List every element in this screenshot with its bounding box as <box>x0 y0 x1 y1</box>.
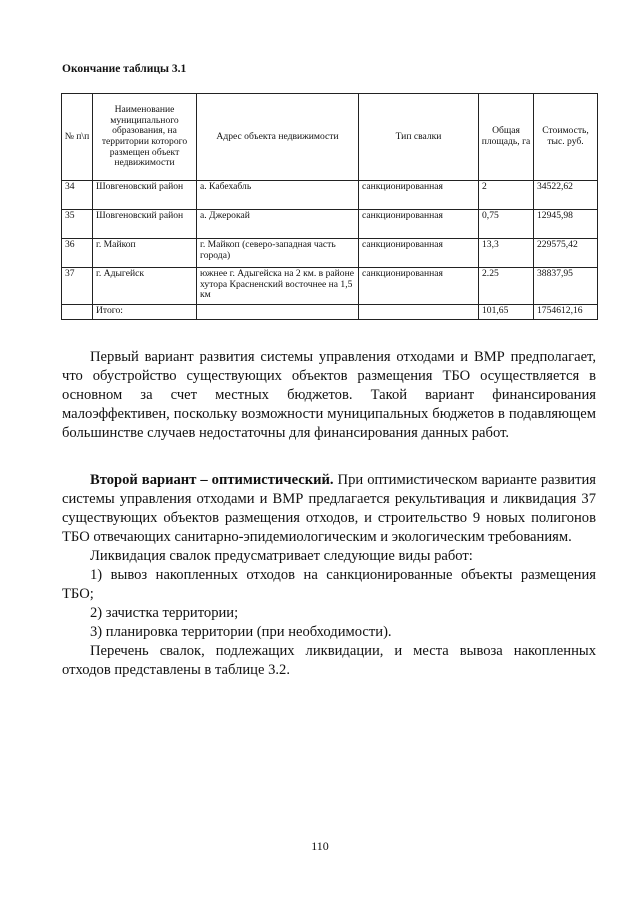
cell-num: 36 <box>62 239 93 268</box>
paragraph-first-variant <box>62 348 596 443</box>
cell-address: а. Кабехабль <box>197 181 359 210</box>
page-number: 110 <box>311 839 329 853</box>
cell-cost: 12945,98 <box>534 210 598 239</box>
table-row <box>62 239 598 268</box>
body-text-block <box>62 471 596 680</box>
list-item: 3) планировка территории (при необходимости). <box>90 624 392 640</box>
table-row <box>62 181 598 210</box>
cell-area: 0,75 <box>479 210 534 239</box>
cell-num: 37 <box>62 268 93 305</box>
cell-area: 13,3 <box>479 239 534 268</box>
cell-address: южнее г. Адыгейска на 2 км. в районе хутора Красненский восточнее на 1,5 км <box>197 268 359 305</box>
cell-cost: 34522,62 <box>534 181 598 210</box>
cell-municipality: Шовгеновский район <box>93 210 197 239</box>
cell-municipality: г. Майкоп <box>93 239 197 268</box>
table-header-row <box>62 94 598 181</box>
total-label: Итого: <box>93 305 197 320</box>
cell-municipality: г. Адыгейск <box>93 268 197 305</box>
cell-cost: 229575,42 <box>534 239 598 268</box>
paragraph-text: Первый вариант развития системы управления отходами и ВМР предполагает, что обустройство существующих объектов размещения ТБО осуществляется в основном за счет местных бюджетов. Такой вариант финансирования малоэффективен, поскольку возможности муниципальных бюджетов в подавляющем большинстве случаев недостаточны для финансирования данных работ. <box>62 349 596 441</box>
paragraph-list-reference: Перечень свалок, подлежащих ликвидации, и места вывоза накопленных отходов представлены в таблице 3.2. <box>62 643 596 678</box>
cell-empty <box>197 305 359 320</box>
header-municipality: Наименование муниципального образования, на территории которого размещен объект недвижимости <box>93 94 197 181</box>
cell-area: 2 <box>479 181 534 210</box>
header-cost: Стоимость, тыс. руб. <box>534 94 598 181</box>
table-row <box>62 268 598 305</box>
header-address: Адрес объекта недвижимости <box>197 94 359 181</box>
paragraph-works-intro: Ликвидация свалок предусматривает следующие виды работ: <box>90 548 473 564</box>
header-area: Общая площадь, га <box>479 94 534 181</box>
total-area: 101,65 <box>479 305 534 320</box>
paragraph-second-variant <box>62 471 596 547</box>
table-total-row <box>62 305 598 320</box>
cell-type: санкционированная <box>359 210 479 239</box>
cell-cost: 38837,95 <box>534 268 598 305</box>
cell-empty <box>62 305 93 320</box>
table-row <box>62 210 598 239</box>
table-caption: Окончание таблицы 3.1 <box>62 63 187 75</box>
header-num: № п\п <box>62 94 93 181</box>
second-variant-text: При оптимистическом варианте развития системы управления отходами и ВМР предлагается рекультивация и ликвидация 37 существующих объектов размещения отходов, и строительство 9 новых полигонов ТБО отвечающих санитарно-эпидемиологическим и экологическим требованиям. <box>62 472 596 545</box>
list-item: 1) вывоз накопленных отходов на санкционированные объекты размещения ТБО; <box>62 567 596 602</box>
cell-type: санкционированная <box>359 268 479 305</box>
second-variant-heading: Второй вариант – оптимистический. <box>90 472 334 488</box>
total-cost: 1754612,16 <box>534 305 598 320</box>
cell-address: а. Джерокай <box>197 210 359 239</box>
cell-num: 34 <box>62 181 93 210</box>
landfill-table <box>61 93 598 320</box>
header-type: Тип свалки <box>359 94 479 181</box>
cell-municipality: Шовгеновский район <box>93 181 197 210</box>
cell-area: 2.25 <box>479 268 534 305</box>
cell-empty <box>359 305 479 320</box>
cell-num: 35 <box>62 210 93 239</box>
cell-type: санкционированная <box>359 239 479 268</box>
cell-type: санкционированная <box>359 181 479 210</box>
list-item: 2) зачистка территории; <box>90 605 239 621</box>
cell-address: г. Майкоп (северо-западная часть города) <box>197 239 359 268</box>
